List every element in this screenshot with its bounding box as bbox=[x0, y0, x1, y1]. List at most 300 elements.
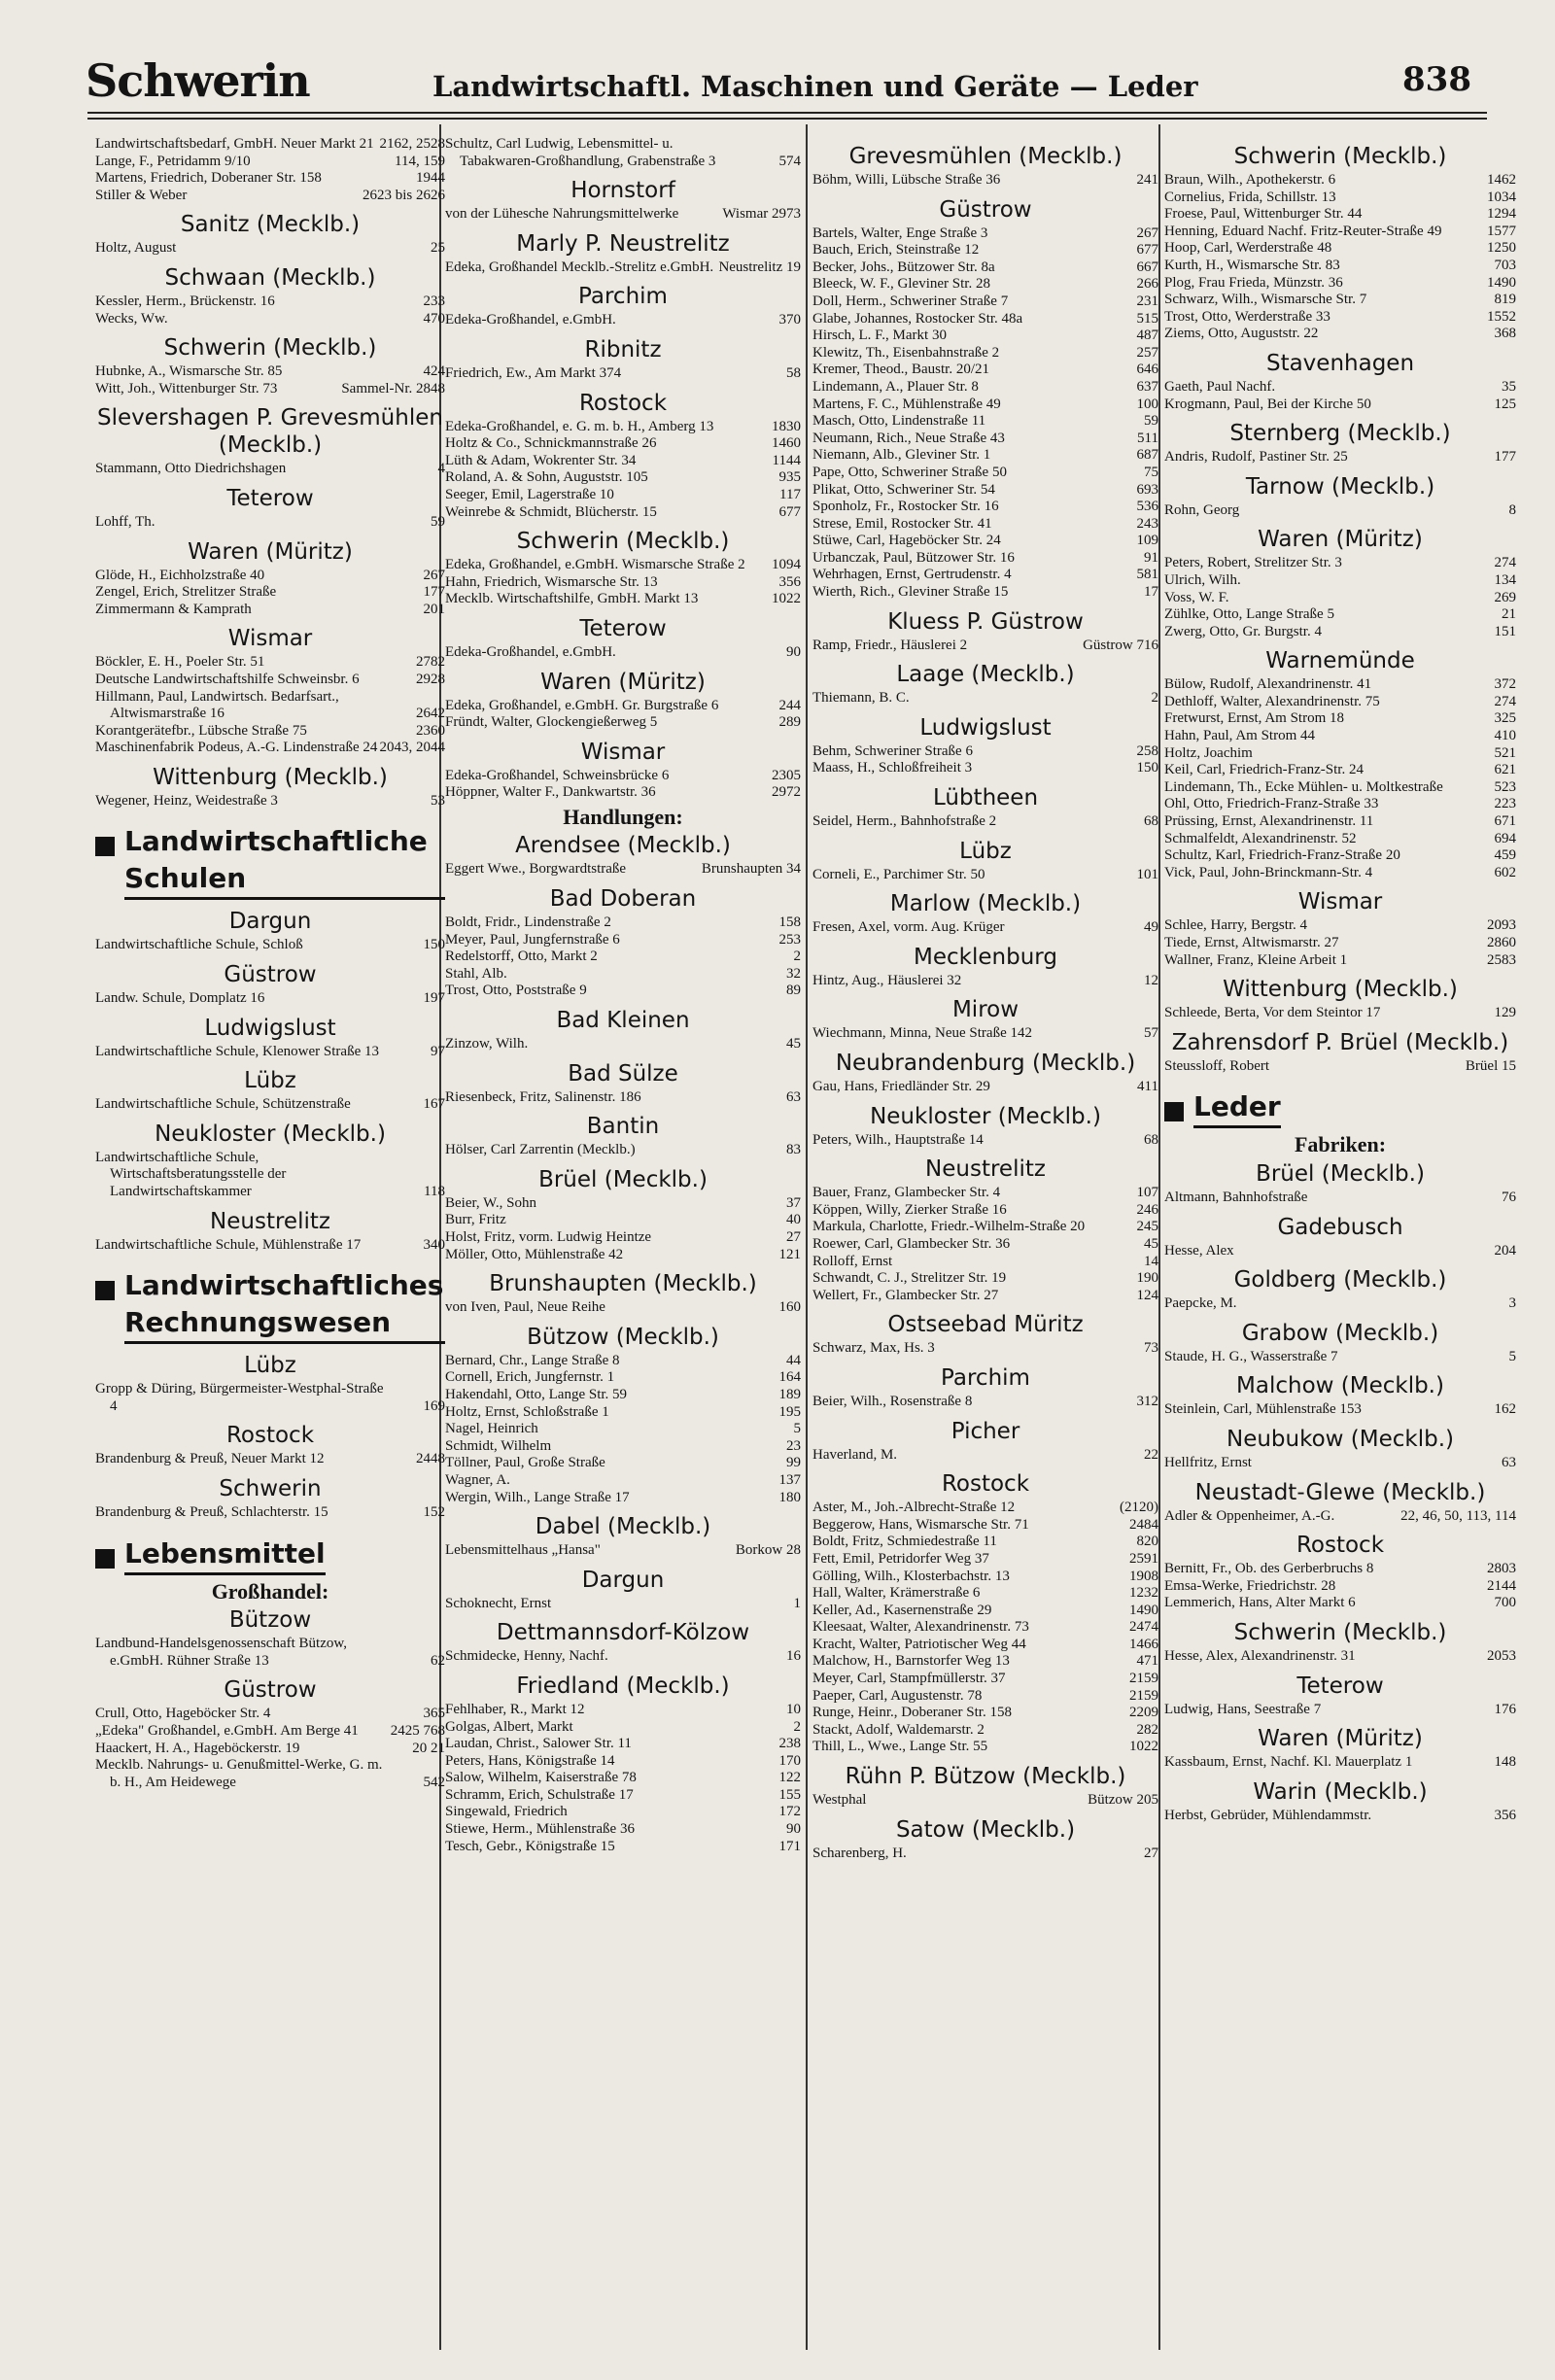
city-heading: Rostock bbox=[225, 1423, 315, 1449]
phone-number: 312 bbox=[1136, 1393, 1158, 1409]
directory-entry bbox=[445, 557, 801, 574]
directory-entry bbox=[95, 1381, 445, 1415]
entry-text: Möller, Otto, Mühlenstraße 42 bbox=[445, 1246, 624, 1262]
phone-number: 2 bbox=[1151, 690, 1158, 707]
phone-number: 370 bbox=[778, 312, 801, 328]
directory-entry bbox=[445, 949, 801, 966]
entry-text: Landwirtschaftliche Schule, Wirtschaftsberatungsstelle der Landwirtschaftskammer bbox=[95, 1149, 287, 1200]
phone-number: 267 bbox=[1136, 224, 1158, 241]
directory-entry bbox=[95, 937, 445, 954]
entry-text: Kassbaum, Ernst, Nachf. Kl. Mauerplatz 1 bbox=[1164, 1754, 1413, 1771]
directory-entry bbox=[812, 242, 1158, 259]
phone-number: 150 bbox=[1136, 760, 1158, 776]
entry-text: Schwandt, C. J., Strelitzer Str. 19 bbox=[812, 1270, 1007, 1287]
directory-entry bbox=[812, 1688, 1158, 1706]
directory-entry bbox=[812, 516, 1158, 534]
directory-entry bbox=[95, 990, 445, 1008]
entry-text: Brandenburg & Preuß, Schlachterstr. 15 bbox=[95, 1504, 328, 1520]
entry-text: Steinlein, Carl, Mühlenstraße 153 bbox=[1164, 1401, 1362, 1418]
directory-entry bbox=[1164, 1401, 1516, 1419]
city-heading: Picher bbox=[950, 1418, 1020, 1444]
phone-number: 169 bbox=[423, 1397, 445, 1414]
directory-entry bbox=[812, 1288, 1158, 1305]
phone-number: 177 bbox=[1494, 449, 1516, 466]
phone-number: 694 bbox=[1494, 830, 1516, 846]
category-title bbox=[124, 1535, 326, 1575]
directory-entry bbox=[812, 690, 1158, 707]
phone-number: 1250 bbox=[1487, 240, 1516, 257]
entry-text: Schramm, Erich, Schulstraße 17 bbox=[445, 1786, 634, 1803]
directory-entry bbox=[1164, 1578, 1516, 1596]
entry-text: Prüssing, Ernst, Alexandrinenstr. 11 bbox=[1164, 813, 1374, 830]
entry-text: Mecklb. Nahrungs- u. Genußmittel-Werke, G. m. b. H., Am Heidewege bbox=[95, 1757, 383, 1790]
entry-text: Steussloff, Robert bbox=[1164, 1057, 1270, 1074]
directory-entry bbox=[1164, 572, 1516, 590]
directory-entry bbox=[95, 1451, 445, 1468]
entry-text: Edeka, Großhandel, e.GmbH. Wismarsche Straße 2 bbox=[445, 557, 745, 573]
phone-number: 118 bbox=[424, 1184, 445, 1200]
phone-number: 1 bbox=[793, 1595, 801, 1611]
entry-text: Hubnke, A., Wismarsche Str. 85 bbox=[95, 363, 283, 380]
city-heading: Bützow bbox=[228, 1607, 312, 1634]
city-heading: Warin (Mecklb.) bbox=[1253, 1778, 1428, 1805]
phone-number: Güstrow 716 bbox=[1083, 637, 1158, 653]
phone-number: 59 bbox=[1144, 413, 1158, 430]
phone-number: 114, 159 bbox=[395, 153, 445, 169]
entry-text: Bartels, Walter, Enge Straße 3 bbox=[812, 224, 988, 241]
directory-entry bbox=[95, 240, 445, 258]
entry-text: Stiewe, Herm., Mühlenstraße 36 bbox=[445, 1821, 635, 1838]
directory-entry bbox=[445, 1438, 801, 1456]
directory-entry bbox=[812, 1603, 1158, 1620]
directory-entry bbox=[812, 1185, 1158, 1202]
phone-number: 83 bbox=[786, 1142, 801, 1158]
directory-entry bbox=[812, 1671, 1158, 1688]
entry-text: Mecklb. Wirtschaftshilfe, GmbH. Markt 13 bbox=[445, 591, 699, 607]
entry-text: Roland, A. & Sohn, Auguststr. 105 bbox=[445, 469, 648, 486]
phone-number: 1022 bbox=[772, 591, 801, 607]
phone-number: 372 bbox=[1494, 676, 1516, 693]
phone-number: 2448 bbox=[416, 1451, 445, 1467]
directory-entry bbox=[1164, 865, 1516, 882]
phone-number: 189 bbox=[778, 1386, 801, 1402]
entry-text: Ramp, Friedr., Häuslerei 2 bbox=[812, 637, 968, 653]
entry-text: Zengel, Erich, Strelitzer Straße bbox=[95, 584, 277, 601]
phone-number: 109 bbox=[1136, 533, 1158, 549]
directory-entry bbox=[1164, 224, 1516, 241]
phone-number: 2803 bbox=[1487, 1561, 1516, 1577]
entry-text: Keller, Ad., Kasernenstraße 29 bbox=[812, 1602, 992, 1618]
phone-number: 819 bbox=[1494, 292, 1516, 308]
phone-number: 411 bbox=[1137, 1079, 1158, 1094]
directory-entry bbox=[1164, 1808, 1516, 1825]
directory-entry bbox=[95, 381, 445, 398]
phone-number: 356 bbox=[1494, 1807, 1516, 1823]
phone-number: 1490 bbox=[1129, 1602, 1158, 1618]
directory-entry bbox=[812, 584, 1158, 602]
city-heading: Grabow (Mecklb.) bbox=[1241, 1320, 1439, 1346]
category-title-text: Lebensmittel bbox=[124, 1535, 326, 1575]
entry-text: Westphal bbox=[812, 1792, 867, 1809]
directory-entry bbox=[445, 259, 801, 277]
directory-entry bbox=[1164, 206, 1516, 224]
directory-entry bbox=[445, 714, 801, 732]
entry-text: Gropp & Düring, Bürgermeister-Westphal-Straße 4 bbox=[95, 1381, 384, 1414]
directory-entry bbox=[95, 654, 445, 672]
entry-text: Schwarz, Max, Hs. 3 bbox=[812, 1340, 935, 1357]
directory-entry bbox=[812, 1500, 1158, 1517]
header-rule-thin bbox=[87, 118, 1487, 120]
phone-number: 150 bbox=[423, 937, 445, 953]
directory-entry bbox=[1164, 694, 1516, 711]
directory-entry bbox=[1164, 952, 1516, 970]
directory-entry bbox=[95, 672, 445, 689]
entry-text: Doll, Herm., Schweriner Straße 7 bbox=[812, 293, 1009, 309]
phone-number: 8 bbox=[1508, 501, 1516, 518]
phone-number: 2209 bbox=[1129, 1705, 1158, 1721]
directory-entry bbox=[812, 567, 1158, 584]
entry-text: Meyer, Carl, Stampfmüllerstr. 37 bbox=[812, 1671, 1006, 1687]
phone-number: 2159 bbox=[1129, 1687, 1158, 1704]
city-heading: Bad Doberan bbox=[549, 886, 697, 913]
phone-number: 2860 bbox=[1487, 935, 1516, 950]
directory-entry bbox=[812, 431, 1158, 448]
entry-text: Hoop, Carl, Werderstraße 48 bbox=[1164, 240, 1332, 257]
directory-entry bbox=[1164, 1508, 1516, 1526]
phone-number: 20 21 bbox=[412, 1740, 445, 1756]
phone-number: 365 bbox=[423, 1706, 445, 1722]
directory-entry bbox=[1164, 1295, 1516, 1313]
phone-number: 152 bbox=[423, 1504, 445, 1520]
city-heading: Wismar bbox=[580, 739, 666, 765]
directory-entry bbox=[95, 723, 445, 741]
entry-text: Bernard, Chr., Lange Straße 8 bbox=[445, 1352, 620, 1368]
entry-text: Schmidt, Wilhelm bbox=[445, 1437, 552, 1454]
phone-number: 677 bbox=[778, 503, 801, 520]
entry-text: Holst, Fritz, vorm. Ludwig Heintze bbox=[445, 1229, 652, 1245]
directory-entry bbox=[812, 760, 1158, 777]
directory-entry bbox=[812, 1619, 1158, 1637]
phone-number: 68 bbox=[1144, 1131, 1158, 1148]
directory-entry bbox=[95, 514, 445, 532]
phone-number: 515 bbox=[1136, 310, 1158, 327]
entry-text: Wierth, Rich., Gleviner Straße 15 bbox=[812, 584, 1009, 601]
phone-number: 267 bbox=[423, 567, 445, 583]
page-number: 838 bbox=[1402, 60, 1471, 99]
directory-entry bbox=[1164, 1754, 1516, 1772]
city-heading: Waren (Müritz) bbox=[540, 669, 706, 695]
directory-entry bbox=[1164, 624, 1516, 641]
city-heading: Marly P. Neustrelitz bbox=[516, 230, 730, 257]
phone-number: 37 bbox=[786, 1194, 801, 1211]
city-heading: Wismar bbox=[227, 626, 313, 652]
phone-number: 171 bbox=[778, 1838, 801, 1854]
entry-text: Gaeth, Paul Nachf. bbox=[1164, 378, 1276, 395]
phone-number: 459 bbox=[1494, 847, 1516, 864]
directory-entry bbox=[95, 602, 445, 619]
entry-text: Lindemann, Th., Ecke Mühlen- u. Moltkestraße bbox=[1164, 778, 1443, 795]
entry-text: Witt, Joh., Wittenburger Str. 73 bbox=[95, 380, 278, 397]
phone-number: 160 bbox=[778, 1299, 801, 1316]
entry-text: Edeka-Großhandel, e. G. m. b. H., Amberg 13 bbox=[445, 418, 714, 434]
phone-number: 274 bbox=[1494, 555, 1516, 571]
phone-number: 121 bbox=[778, 1246, 801, 1262]
phone-number: 536 bbox=[1136, 499, 1158, 515]
entry-text: Urbanczak, Paul, Bützower Str. 16 bbox=[812, 549, 1015, 566]
phone-number: 167 bbox=[423, 1096, 445, 1113]
phone-number: 14 bbox=[1144, 1253, 1158, 1269]
city-heading: Neustadt-Glewe (Mecklb.) bbox=[1194, 1479, 1486, 1505]
entry-text: Hölser, Carl Zarrentin (Mecklb.) bbox=[445, 1142, 636, 1158]
phone-number: 172 bbox=[778, 1804, 801, 1820]
city-heading: Schwerin (Mecklb.) bbox=[1233, 1619, 1447, 1645]
entry-text: Froese, Paul, Wittenburger Str. 44 bbox=[1164, 206, 1363, 223]
entry-text: Hesse, Alex bbox=[1164, 1242, 1234, 1259]
phone-number: 700 bbox=[1494, 1595, 1516, 1611]
phone-number: 148 bbox=[1494, 1754, 1516, 1771]
directory-entry bbox=[95, 1150, 445, 1201]
directory-entry bbox=[445, 1299, 801, 1317]
phone-number: 190 bbox=[1136, 1270, 1158, 1287]
phone-number: 22, 46, 50, 113, 114 bbox=[1400, 1507, 1516, 1524]
directory-entry bbox=[445, 861, 801, 879]
directory-entry bbox=[1164, 172, 1516, 190]
city-heading: Schwerin (Mecklb.) bbox=[163, 335, 377, 362]
directory-entry bbox=[445, 1089, 801, 1107]
city-heading: Brüel (Mecklb.) bbox=[538, 1166, 708, 1192]
directory-entry bbox=[1164, 1595, 1516, 1612]
directory-entry bbox=[445, 487, 801, 504]
entry-text: Maschinenfabrik Podeus, A.-G. Lindenstraße 24 bbox=[95, 740, 378, 756]
phone-number: 282 bbox=[1136, 1721, 1158, 1738]
city-heading: Friedland (Mecklb.) bbox=[516, 1673, 730, 1699]
directory-entry bbox=[1164, 728, 1516, 745]
phone-number: Wismar 2973 bbox=[722, 206, 801, 223]
city-heading: Ludwigslust bbox=[204, 1015, 336, 1041]
entry-text: Martens, Friedrich, Doberaner Str. 158 bbox=[95, 170, 322, 187]
phone-number: 35 bbox=[1502, 378, 1516, 395]
phone-number: 25 bbox=[431, 240, 445, 257]
city-heading: Goldberg (Mecklb.) bbox=[1233, 1267, 1447, 1293]
phone-number: 2360 bbox=[416, 722, 445, 739]
directory-entry bbox=[1164, 590, 1516, 607]
phone-number: 90 bbox=[786, 643, 801, 660]
phone-number: 471 bbox=[1136, 1653, 1158, 1670]
directory-entry bbox=[1164, 258, 1516, 275]
entry-text: Thill, L., Wwe., Lange Str. 55 bbox=[812, 1739, 988, 1755]
directory-entry bbox=[95, 689, 445, 723]
directory-entry bbox=[812, 397, 1158, 414]
entry-text: Aster, M., Joh.-Albrecht-Straße 12 bbox=[812, 1500, 1016, 1516]
entry-text: Deutsche Landwirtschaftshilfe Schweinsbr. 6 bbox=[95, 671, 360, 687]
phone-number: 170 bbox=[778, 1752, 801, 1769]
directory-entry bbox=[95, 1706, 445, 1723]
directory-entry bbox=[812, 172, 1158, 190]
phone-number: 820 bbox=[1136, 1534, 1158, 1550]
city-heading: Gadebusch bbox=[1277, 1214, 1403, 1240]
phone-number: 10 bbox=[786, 1701, 801, 1717]
phone-number: 693 bbox=[1136, 481, 1158, 498]
phone-number: 1294 bbox=[1487, 206, 1516, 223]
directory-entry bbox=[812, 1739, 1158, 1756]
phone-number: 107 bbox=[1136, 1185, 1158, 1201]
entry-text: von Iven, Paul, Neue Reihe bbox=[445, 1299, 605, 1316]
entry-text: Niemann, Alb., Gleviner Str. 1 bbox=[812, 447, 991, 464]
directory-entry bbox=[812, 1551, 1158, 1569]
directory-entry bbox=[95, 311, 445, 328]
city-heading: Rostock bbox=[1296, 1533, 1385, 1559]
directory-entry bbox=[812, 550, 1158, 568]
directory-entry bbox=[812, 1447, 1158, 1465]
phone-number: 646 bbox=[1136, 362, 1158, 378]
directory-entry bbox=[445, 206, 801, 224]
phone-number: 117 bbox=[779, 486, 801, 502]
entry-text: Corneli, E., Parchimer Str. 50 bbox=[812, 866, 985, 882]
phone-number: 134 bbox=[1494, 571, 1516, 588]
directory-entry bbox=[95, 568, 445, 585]
directory-entry bbox=[445, 469, 801, 487]
directory-entry bbox=[1164, 710, 1516, 728]
directory-entry bbox=[445, 435, 801, 453]
category-title bbox=[124, 1267, 445, 1344]
directory-entry bbox=[1164, 1243, 1516, 1260]
directory-entry bbox=[95, 740, 445, 757]
directory-entry bbox=[1164, 796, 1516, 813]
directory-entry bbox=[445, 1719, 801, 1737]
directory-entry bbox=[445, 419, 801, 436]
phone-number: 177 bbox=[423, 584, 445, 601]
category-title bbox=[1193, 1088, 1281, 1128]
city-heading: Bützow (Mecklb.) bbox=[527, 1324, 719, 1350]
phone-number: 197 bbox=[423, 990, 445, 1007]
directory-entry bbox=[1164, 847, 1516, 865]
entry-text: Holtz, Ernst, Schloßstraße 1 bbox=[445, 1403, 609, 1420]
entry-text: Golgas, Albert, Markt bbox=[445, 1718, 573, 1735]
city-heading: Waren (Müritz) bbox=[1258, 1726, 1423, 1752]
entry-text: Paepcke, M. bbox=[1164, 1295, 1237, 1312]
city-heading: Ribnitz bbox=[584, 336, 662, 362]
entry-text: Kracht, Walter, Patriotischer Weg 44 bbox=[812, 1636, 1026, 1652]
entry-text: Wagner, A. bbox=[445, 1471, 510, 1488]
directory-entry bbox=[95, 293, 445, 311]
directory-entry bbox=[95, 170, 445, 188]
category-heading bbox=[95, 1267, 445, 1344]
directory-entry bbox=[812, 1079, 1158, 1096]
phone-number: 1577 bbox=[1487, 223, 1516, 239]
city-heading: Dettmannsdorf-Kölzow bbox=[496, 1620, 750, 1646]
phone-number: 2144 bbox=[1487, 1577, 1516, 1594]
entry-text: Kurth, H., Wismarsche Str. 83 bbox=[1164, 257, 1340, 273]
directory-entry bbox=[812, 413, 1158, 431]
entry-text: Lohff, Th. bbox=[95, 513, 156, 530]
directory-entry bbox=[1164, 555, 1516, 572]
phone-number: 1462 bbox=[1487, 172, 1516, 188]
directory-entry bbox=[1164, 1058, 1516, 1076]
directory-entry bbox=[95, 1096, 445, 1114]
city-heading: Satow (Mecklb.) bbox=[895, 1816, 1076, 1843]
entry-text: Stackt, Adolf, Waldemarstr. 2 bbox=[812, 1721, 985, 1738]
directory-entry bbox=[445, 591, 801, 608]
phone-number: 289 bbox=[778, 714, 801, 731]
entry-text: Wallner, Franz, Kleine Arbeit 1 bbox=[1164, 951, 1348, 968]
directory-entry bbox=[1164, 813, 1516, 831]
entry-text: Lüth & Adam, Wokrenter Str. 34 bbox=[445, 452, 637, 468]
phone-number: 12 bbox=[1144, 972, 1158, 988]
header-city: Schwerin bbox=[86, 54, 310, 107]
directory-entry bbox=[445, 136, 801, 170]
phone-number: 21 bbox=[1502, 606, 1516, 623]
phone-number: 246 bbox=[1136, 1201, 1158, 1218]
entry-text: Paeper, Carl, Augustenstr. 78 bbox=[812, 1687, 983, 1704]
square-bullet-icon bbox=[1164, 1102, 1184, 1121]
entry-text: Edeka, Großhandel, e.GmbH. Gr. Burgstraße 6 bbox=[445, 697, 719, 713]
phone-number: 677 bbox=[1136, 242, 1158, 259]
entry-text: Hellfritz, Ernst bbox=[1164, 1454, 1252, 1470]
entry-text: Stüwe, Carl, Hageböcker Str. 24 bbox=[812, 533, 1001, 549]
directory-entry bbox=[1164, 935, 1516, 952]
city-heading: Grevesmühlen (Mecklb.) bbox=[848, 144, 1123, 169]
phone-number: 22 bbox=[1144, 1446, 1158, 1463]
phone-number: 57 bbox=[1144, 1025, 1158, 1042]
entry-text: Boldt, Fritz, Schmiedestraße 11 bbox=[812, 1534, 997, 1550]
entry-text: Schmalfeldt, Alexandrinenstr. 52 bbox=[1164, 830, 1357, 846]
phone-number: 1094 bbox=[772, 557, 801, 573]
phone-number: 90 bbox=[786, 1821, 801, 1838]
entry-text: Wellert, Fr., Glambecker Str. 27 bbox=[812, 1287, 999, 1303]
entry-text: Hall, Walter, Krämerstraße 6 bbox=[812, 1585, 981, 1602]
phone-number: 23 bbox=[786, 1437, 801, 1454]
column-4 bbox=[1164, 136, 1516, 1824]
entry-text: Schultz, Karl, Friedrich-Franz-Straße 20 bbox=[1164, 847, 1400, 864]
phone-number: 137 bbox=[778, 1471, 801, 1488]
entry-text: Köppen, Willy, Zierker Straße 16 bbox=[812, 1201, 1007, 1218]
directory-entry bbox=[812, 345, 1158, 362]
entry-text: Wehrhagen, Ernst, Gertrudenstr. 4 bbox=[812, 567, 1012, 583]
entry-text: Meyer, Paul, Jungfernstraße 6 bbox=[445, 931, 620, 948]
directory-entry bbox=[95, 584, 445, 602]
phone-number: 2093 bbox=[1487, 917, 1516, 934]
city-heading: Lübtheen bbox=[932, 785, 1039, 811]
directory-entry bbox=[1164, 1648, 1516, 1666]
entry-text: Fründt, Walter, Glockengießerweg 5 bbox=[445, 714, 658, 731]
entry-text: Fehlhaber, R., Markt 12 bbox=[445, 1701, 585, 1717]
directory-entry bbox=[812, 1340, 1158, 1358]
directory-entry bbox=[95, 363, 445, 381]
entry-text: Hahn, Friedrich, Wismarsche Str. 13 bbox=[445, 573, 658, 590]
city-heading: Mirow bbox=[951, 997, 1019, 1023]
entry-text: Seeger, Emil, Lagerstraße 10 bbox=[445, 486, 614, 502]
directory-entry bbox=[1164, 917, 1516, 935]
directory-entry bbox=[445, 1455, 801, 1472]
directory-entry bbox=[812, 1722, 1158, 1740]
entry-text: Vick, Paul, John-Brinckmann-Str. 4 bbox=[1164, 864, 1373, 880]
directory-entry bbox=[812, 1534, 1158, 1551]
phone-number: 32 bbox=[786, 965, 801, 982]
entry-text: Herbst, Gebrüder, Mühlendammstr. bbox=[1164, 1807, 1372, 1823]
directory-entry bbox=[812, 1845, 1158, 1863]
phone-number: 223 bbox=[1494, 796, 1516, 812]
city-heading: Teterow bbox=[1296, 1673, 1384, 1699]
phone-number: 201 bbox=[423, 601, 445, 617]
directory-entry bbox=[445, 784, 801, 802]
directory-entry bbox=[1164, 831, 1516, 848]
directory-entry bbox=[445, 1369, 801, 1387]
entry-text: Klewitz, Th., Eisenbahnstraße 2 bbox=[812, 344, 1000, 361]
directory-entry bbox=[812, 1219, 1158, 1236]
category-heading bbox=[1164, 1088, 1516, 1128]
directory-entry bbox=[1164, 190, 1516, 207]
phone-number: 258 bbox=[1136, 742, 1158, 759]
